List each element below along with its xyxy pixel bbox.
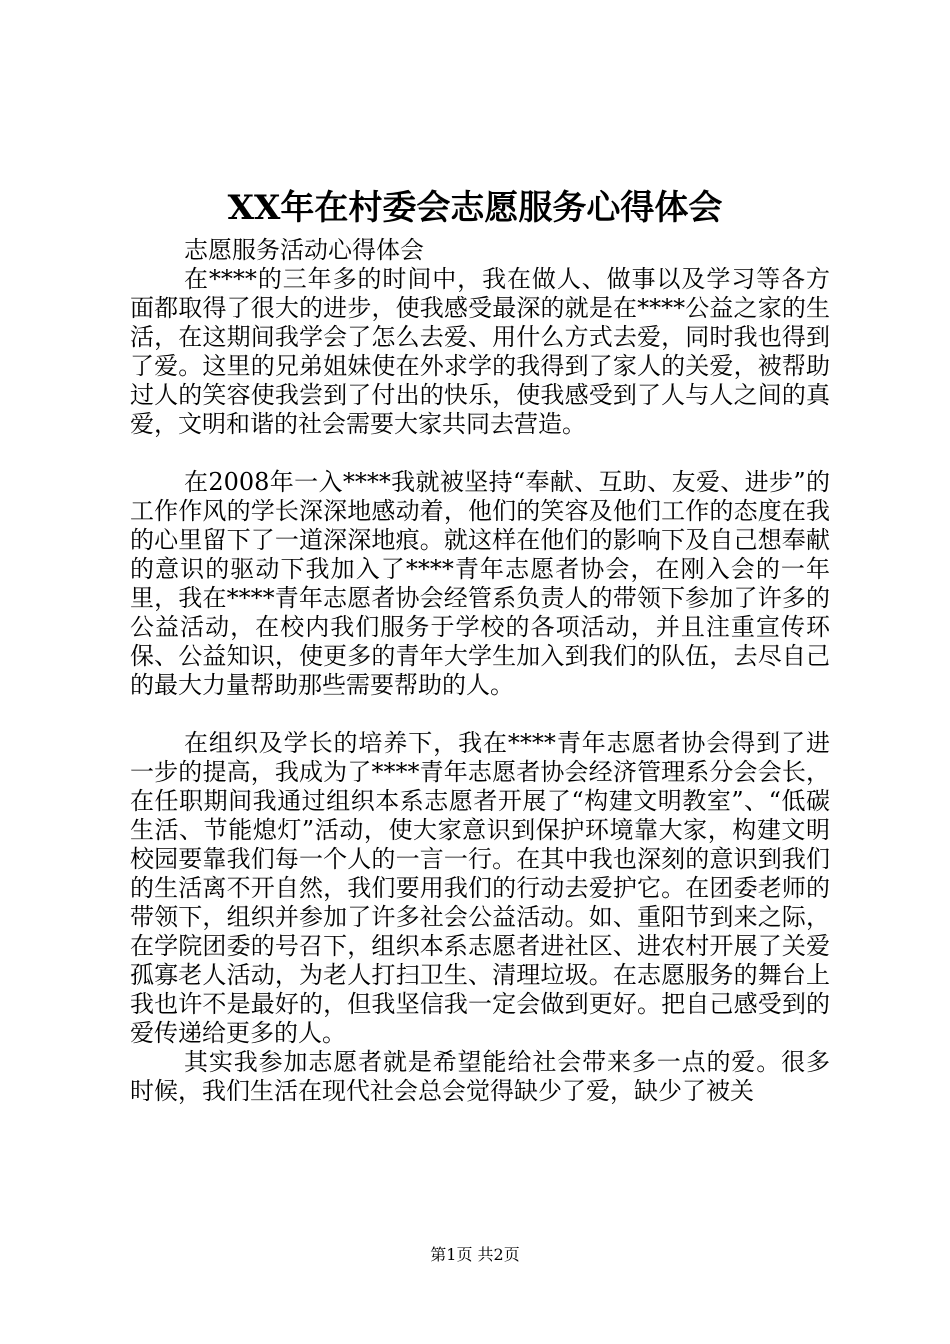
paragraph-4: 其实我参加志愿者就是希望能给社会带来多一点的爱。很多时候，我们生活在现代社会总会觉得缺少了爱，缺少了被关 (130, 1048, 830, 1105)
document-title: XX年在村委会志愿服务心得体会 (227, 188, 723, 228)
document-body (130, 236, 830, 1106)
page-number-footer: 第1页 共2页 (430, 1245, 520, 1264)
paragraph-3: 在组织及学长的培养下，我在****青年志愿者协会得到了进一步的提高，我成为了****青年志愿者协会经济管理系分会会长，在任职期间我通过组织本系志愿者开展了“构建文明教室”、“低碳生活、节能熄灯”活动，使大家意识到保护环境靠大家，构建文明校园要靠我们每一个人的一言一行。在其中我也深刻的意识到我们的生活离不开自然，我们要用我们的行动去爱护它。在团委老师的带领下，组织并参加了许多社会公益活动。如、重阳节到来之际，在学院团委的号召下，组织本系志愿者进社区、进农村开展了关爱孤寡老人活动，为老人打扫卫生、清理垃圾。在志愿服务的舞台上我也许不是最好的，但我坚信我一定会做到更好。把自己感受到的爱传递给更多的人。 (130, 729, 830, 1047)
document-subtitle: 志愿服务活动心得体会 (184, 236, 424, 264)
paragraph-2: 在2008年一入****我就被坚持“奉献、互助、友爱、进步”的工作作风的学长深深地感动着，他们的笑容及他们工作的态度在我的心里留下了一道深深地痕。就这样在他们的影响下及自己想奉献的意识的驱动下我加入了****青年志愿者协会，在刚入会的一年里，我在****青年志愿者协会经管系负责人的带领下参加了许多的公益活动，在校内我们服务于学校的各项活动，并且注重宣传环保、公益知识，使更多的青年大学生加入到我们的队伍，去尽自己的最大力量帮助那些需要帮助的人。 (130, 468, 830, 699)
paragraph-1: 在****的三年多的时间中，我在做人、做事以及学习等各方面都取得了很大的进步，使我感受最深的就是在****公益之家的生活，在这期间我学会了怎么去爱、用什么方式去爱，同时我也得到了爱。这里的兄弟姐妹使在外求学的我得到了家人的关爱，被帮助过人的笑容使我尝到了付出的快乐，使我感受到了人与人之间的真爱，文明和谐的社会需要大家共同去营造。 (130, 265, 830, 438)
